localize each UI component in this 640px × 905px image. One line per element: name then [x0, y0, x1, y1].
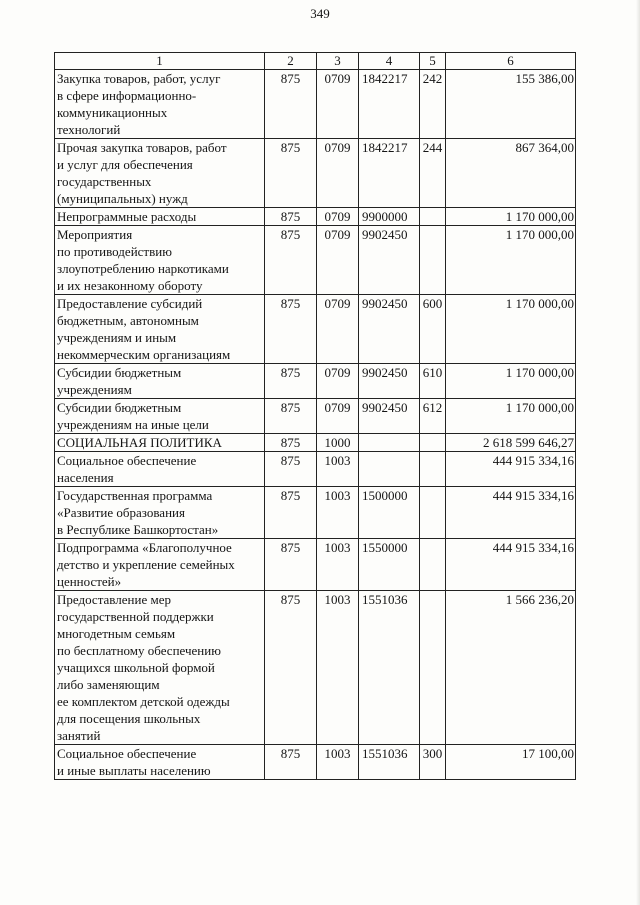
table-header	[55, 53, 576, 70]
row-amount: 444 915 334,16	[446, 487, 576, 539]
row-code-target: 1550000	[359, 539, 420, 591]
table-row	[55, 364, 576, 399]
row-code-expense-type	[420, 434, 446, 452]
header-col-6: 6	[446, 53, 576, 70]
header-col-1: 1	[55, 53, 265, 70]
row-amount: 1 170 000,00	[446, 399, 576, 434]
row-code-target: 1500000	[359, 487, 420, 539]
row-amount: 444 915 334,16	[446, 539, 576, 591]
table-row	[55, 452, 576, 487]
row-code-ministry: 875	[265, 295, 317, 364]
row-code-expense-type: 612	[420, 399, 446, 434]
row-code-expense-type: 610	[420, 364, 446, 399]
row-name: Субсидии бюджетным учреждениям	[55, 364, 265, 399]
row-code-target: 9902450	[359, 399, 420, 434]
table-row	[55, 226, 576, 295]
row-code-ministry: 875	[265, 399, 317, 434]
table-row	[55, 591, 576, 745]
header-col-4: 4	[359, 53, 420, 70]
row-amount: 1 566 236,20	[446, 591, 576, 745]
row-code-expense-type	[420, 487, 446, 539]
row-name: Закупка товаров, работ, услуг в сфере информационно- коммуникационных технологий	[55, 70, 265, 139]
row-code-expense-type	[420, 591, 446, 745]
row-code-expense-type	[420, 226, 446, 295]
header-col-2: 2	[265, 53, 317, 70]
row-name: Подпрограмма «Благополучное детство и укрепление семейных ценностей»	[55, 539, 265, 591]
budget-table	[54, 52, 576, 780]
row-code-expense-type: 300	[420, 745, 446, 780]
row-name: СОЦИАЛЬНАЯ ПОЛИТИКА	[55, 434, 265, 452]
row-name: Социальное обеспечение и иные выплаты населению	[55, 745, 265, 780]
row-name: Предоставление субсидий бюджетным, автономным учреждениям и иным некоммерческим организациям	[55, 295, 265, 364]
row-code-ministry: 875	[265, 487, 317, 539]
row-code-ministry: 875	[265, 591, 317, 745]
table-row	[55, 399, 576, 434]
row-amount: 444 915 334,16	[446, 452, 576, 487]
table-row	[55, 434, 576, 452]
page-number: 349	[310, 6, 330, 21]
row-code-target	[359, 452, 420, 487]
row-code-section: 1003	[317, 452, 359, 487]
row-code-target: 9900000	[359, 208, 420, 226]
row-code-ministry: 875	[265, 226, 317, 295]
row-code-expense-type	[420, 452, 446, 487]
row-code-target: 9902450	[359, 226, 420, 295]
row-code-target: 9902450	[359, 295, 420, 364]
header-row	[55, 53, 576, 70]
row-name: Мероприятия по противодействию злоупотреблению наркотиками и их незаконному обороту	[55, 226, 265, 295]
row-name: Государственная программа «Развитие образования в Республике Башкортостан»	[55, 487, 265, 539]
row-code-target: 1842217	[359, 139, 420, 208]
scan-edge-shadow	[636, 0, 640, 905]
row-amount: 17 100,00	[446, 745, 576, 780]
row-code-target: 1551036	[359, 591, 420, 745]
row-code-section: 1003	[317, 591, 359, 745]
row-code-target: 1842217	[359, 70, 420, 139]
row-amount: 1 170 000,00	[446, 364, 576, 399]
table-row	[55, 745, 576, 780]
row-amount: 155 386,00	[446, 70, 576, 139]
row-amount: 2 618 599 646,27	[446, 434, 576, 452]
row-amount: 1 170 000,00	[446, 295, 576, 364]
row-code-target: 1551036	[359, 745, 420, 780]
row-code-target	[359, 434, 420, 452]
row-code-expense-type	[420, 208, 446, 226]
table-row	[55, 70, 576, 139]
row-amount: 867 364,00	[446, 139, 576, 208]
row-code-section: 0709	[317, 226, 359, 295]
row-code-ministry: 875	[265, 70, 317, 139]
row-code-section: 0709	[317, 70, 359, 139]
row-name: Прочая закупка товаров, работ и услуг для обеспечения государственных (муниципальных) нужд	[55, 139, 265, 208]
row-name: Непрограммные расходы	[55, 208, 265, 226]
row-code-section: 0709	[317, 139, 359, 208]
table-row	[55, 487, 576, 539]
row-code-section: 0709	[317, 399, 359, 434]
row-code-ministry: 875	[265, 139, 317, 208]
row-code-expense-type: 242	[420, 70, 446, 139]
row-code-section: 0709	[317, 295, 359, 364]
row-code-section: 1003	[317, 487, 359, 539]
table-row	[55, 139, 576, 208]
row-code-section: 1000	[317, 434, 359, 452]
row-code-ministry: 875	[265, 364, 317, 399]
row-amount: 1 170 000,00	[446, 208, 576, 226]
table-row	[55, 295, 576, 364]
row-code-expense-type	[420, 539, 446, 591]
row-code-section: 1003	[317, 745, 359, 780]
header-col-5: 5	[420, 53, 446, 70]
row-code-expense-type: 600	[420, 295, 446, 364]
row-code-target: 9902450	[359, 364, 420, 399]
row-name: Предоставление мер государственной поддержки многодетным семьям по бесплатному обеспечению учащихся школьной формой либо заменяющим ее комплектом детской одежды для посещения школьных занятий	[55, 591, 265, 745]
row-code-ministry: 875	[265, 452, 317, 487]
row-code-ministry: 875	[265, 434, 317, 452]
header-col-3: 3	[317, 53, 359, 70]
row-name: Социальное обеспечение населения	[55, 452, 265, 487]
row-code-section: 1003	[317, 539, 359, 591]
table-body	[55, 70, 576, 780]
table-row	[55, 208, 576, 226]
row-name: Субсидии бюджетным учреждениям на иные цели	[55, 399, 265, 434]
table-row	[55, 539, 576, 591]
row-code-section: 0709	[317, 364, 359, 399]
row-code-expense-type: 244	[420, 139, 446, 208]
row-amount: 1 170 000,00	[446, 226, 576, 295]
row-code-ministry: 875	[265, 208, 317, 226]
row-code-ministry: 875	[265, 745, 317, 780]
row-code-ministry: 875	[265, 539, 317, 591]
row-code-section: 0709	[317, 208, 359, 226]
